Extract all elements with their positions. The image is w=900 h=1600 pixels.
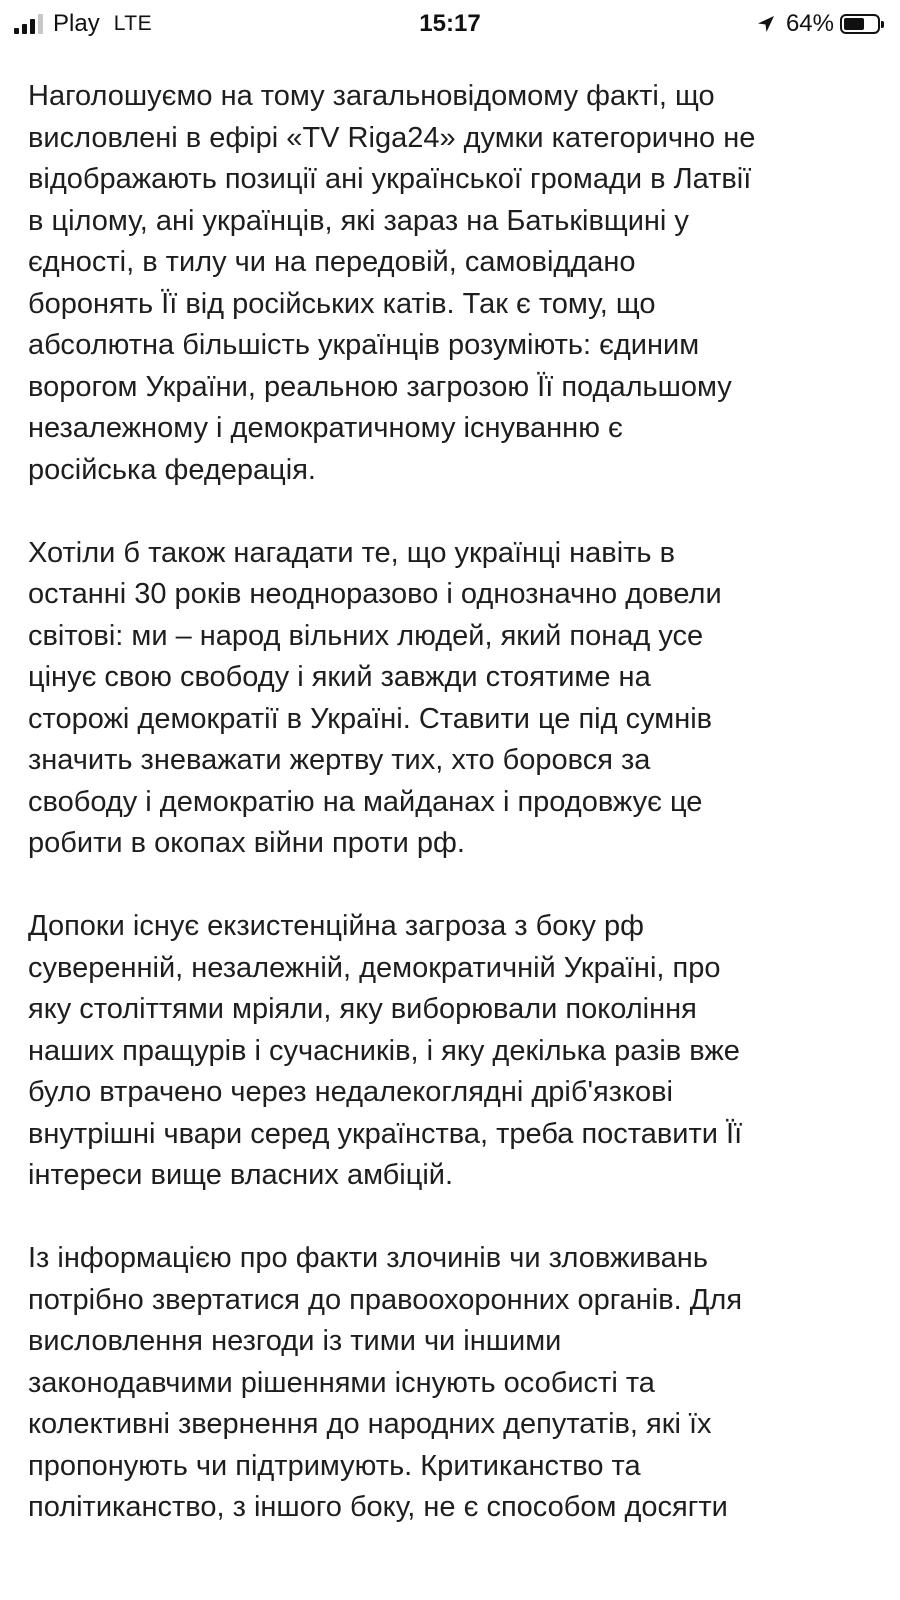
article-paragraph: Допоки існує екзистенційна загроза з боку рф суверенній, незалежній, демократичній Україні, про яку століттями мріяли, яку виборювали покоління наших пращурів і сучасників, і яку декілька разів вже було втрачено через недалекоглядні дріб'язкові внутрішні чвари серед українства, треба поставити Її інтереси вище власних амбіцій.	[28, 910, 743, 1191]
article-paragraph: Наголошуємо на тому загальновідомому факті, що висловлені в ефірі «TV Riga24» думки категорично не відображають позиції ані української громади в Латвії в цілому, ані українців, які зараз на Батьківщині у єдності, в тилу чи на передовій, самовіддано боронять Її від російських катів. Так є тому, що абсолютна більшість українців розуміють: єдиним ворогом України, реальною загрозою Її подальшому незалежному і демократичному існуванню є російська федерація.	[28, 80, 756, 486]
article-body	[28, 76, 878, 1570]
status-bar	[0, 0, 900, 48]
article-paragraph: Хотіли б також нагадати те, що українці навіть в останні 30 років неодноразово і однозначно довели світові: ми – народ вільних людей, який понад усе цінує свою свободу і який завжди стоятиме на сторожі демократії в Україні. Ставити це під сумнів значить зневажати жертву тих, хто боровся за свободу і демократію на майданах і продовжує це робити в окопах війни проти рф.	[28, 536, 722, 859]
carrier-name: Play	[53, 10, 100, 37]
article-paragraph: Із інформацією про факти злочинів чи зловживань потрібно звертатися до правоохоронних органів. Для висловлення незгоди із тими чи іншими законодавчими рішеннями існують особисті та колективні звернення до народних депутатів, які їх пропонують чи підтримують. Критиканство та політиканство, з іншого боку, не є способом досягти	[28, 1242, 743, 1523]
network-type: LTE	[113, 12, 153, 35]
battery-level-fill	[844, 18, 864, 30]
status-right	[756, 10, 880, 38]
location-arrow-icon	[756, 14, 776, 34]
status-time: 15:17	[419, 10, 481, 37]
battery-percent: 64%	[785, 10, 834, 37]
battery-icon	[840, 14, 880, 34]
